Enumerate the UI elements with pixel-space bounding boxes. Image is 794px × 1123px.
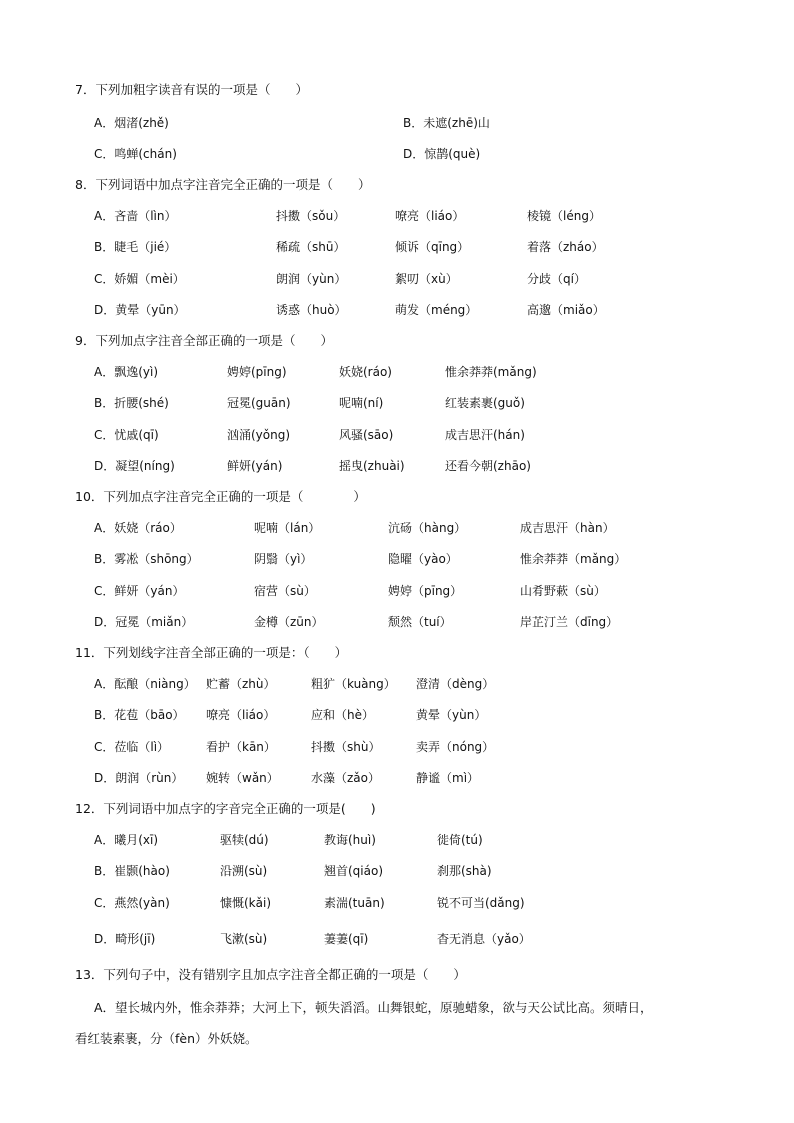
question-8-row-b bbox=[94, 237, 774, 257]
option-cell: 澄清（dèng） bbox=[416, 677, 495, 691]
question-13-stem: 13．下列句子中，没有错别字且加点字注音全都正确的一项是（ ） bbox=[75, 967, 466, 982]
question-7-row-2 bbox=[94, 144, 774, 164]
option-cell: 萌发（méng） bbox=[395, 303, 478, 317]
question-10-stem: 10．下列加点字注音完全正确的一项是（ ） bbox=[75, 489, 366, 504]
option-cell: 成吉思汗(hán) bbox=[445, 428, 525, 442]
option-cell: 分歧（qí） bbox=[527, 272, 586, 286]
option-cell: 宿营（sù） bbox=[254, 584, 316, 598]
option-cell: 絮叨（xù） bbox=[395, 272, 458, 286]
option-cell: 惟余莽莽（mǎng） bbox=[520, 552, 627, 566]
option-cell: A．曦月(xī) bbox=[94, 833, 159, 847]
option-cell: 嘹亮（liáo） bbox=[206, 708, 276, 722]
question-10-row-d bbox=[94, 612, 774, 632]
option-cell: C．莅临（lì） bbox=[94, 740, 170, 754]
question-8-row-d bbox=[94, 300, 774, 320]
option-cell: 朗润（yùn） bbox=[276, 272, 347, 286]
option-cell: D．黄晕（yūn） bbox=[94, 303, 186, 317]
question-8-row-a bbox=[94, 206, 774, 226]
option-cell: 汹涌(yǒng) bbox=[227, 428, 291, 442]
option-cell: 高邈（miǎo） bbox=[527, 303, 605, 317]
question-11-row-b bbox=[94, 705, 774, 725]
option-cell: 成吉思汗（hàn） bbox=[520, 521, 615, 535]
option-cell: 鲜妍(yán) bbox=[227, 459, 283, 473]
option-cell: 倾诉（qīng） bbox=[395, 240, 470, 254]
question-9-row-c bbox=[94, 425, 774, 445]
option-cell: 沿溯(sù) bbox=[220, 864, 268, 878]
question-11-row-a bbox=[94, 674, 774, 694]
question-10-row-b bbox=[94, 549, 774, 569]
option-cell: 杳无消息（yǎo） bbox=[437, 932, 531, 946]
option-cell: 素湍(tuān) bbox=[324, 896, 385, 910]
option-cell: 山肴野蔌（sù） bbox=[520, 584, 606, 598]
option-cell: 萋萋(qī) bbox=[324, 932, 369, 946]
option-c: C．鸣蝉(chán) bbox=[94, 147, 177, 161]
option-cell: 颓然（tuí） bbox=[388, 615, 452, 629]
option-cell: 娉婷(pīng) bbox=[227, 365, 287, 379]
option-cell: D．畸形(jī) bbox=[94, 932, 156, 946]
question-12-row-b bbox=[94, 861, 774, 881]
option-cell: A．飘逸(yì) bbox=[94, 365, 159, 379]
option-cell: 风骚(sāo) bbox=[339, 428, 394, 442]
option-cell: 驱犊(dú) bbox=[220, 833, 269, 847]
option-cell: 抖擞（shù） bbox=[311, 740, 381, 754]
option-cell: 粗犷（kuàng） bbox=[311, 677, 396, 691]
option-cell: 嘹亮（liáo） bbox=[395, 209, 465, 223]
option-cell: 刹那(shà) bbox=[437, 864, 492, 878]
question-8-stem: 8．下列词语中加点字注音完全正确的一项是（ ） bbox=[75, 177, 371, 192]
option-cell: B．崔颢(hào) bbox=[94, 864, 170, 878]
option-cell: 翘首(qiáo) bbox=[324, 864, 384, 878]
option-cell: C．燕然(yàn) bbox=[94, 896, 170, 910]
option-cell: 金樽（zūn） bbox=[254, 615, 324, 629]
option-a: A．烟渚(zhě) bbox=[94, 116, 169, 130]
option-cell: C．忧戚(qī) bbox=[94, 428, 159, 442]
option-cell: D．朗润（rùn） bbox=[94, 771, 184, 785]
question-9-row-d bbox=[94, 456, 774, 476]
option-cell: 教诲(huì) bbox=[324, 833, 376, 847]
option-cell: 红装素裹(guǒ) bbox=[445, 396, 525, 410]
question-9-row-a bbox=[94, 362, 774, 382]
question-10-row-a bbox=[94, 518, 774, 538]
option-cell: A．吝啬（lìn） bbox=[94, 209, 177, 223]
option-cell: 锐不可当(dǎng) bbox=[437, 896, 525, 910]
option-cell: 贮蓄（zhù） bbox=[206, 677, 276, 691]
question-12-row-a bbox=[94, 830, 774, 850]
option-cell: B．雾凇（shōng） bbox=[94, 552, 199, 566]
option-cell: 婉转（wǎn） bbox=[206, 771, 279, 785]
question-8-row-c bbox=[94, 269, 774, 289]
option-d: D．惊鹊(què) bbox=[403, 147, 481, 161]
option-cell: 黄晕（yùn） bbox=[416, 708, 487, 722]
option-cell: 呢喃(ní) bbox=[339, 396, 384, 410]
option-cell: 徙倚(tú) bbox=[437, 833, 483, 847]
option-cell: 看护（kān） bbox=[206, 740, 276, 754]
option-cell: 妖娆(ráo) bbox=[339, 365, 392, 379]
option-cell: 着落（zháo） bbox=[527, 240, 604, 254]
option-cell: 卖弄（nóng） bbox=[416, 740, 495, 754]
option-cell: 隐曜（yào） bbox=[388, 552, 458, 566]
option-cell: 水藻（zǎo） bbox=[311, 771, 380, 785]
option-cell: 岸芷汀兰（dīng） bbox=[520, 615, 619, 629]
question-12-stem: 12．下列词语中加点字的字音完全正确的一项是( ) bbox=[75, 801, 376, 816]
option-cell: A．妖娆（ráo） bbox=[94, 521, 182, 535]
question-12-row-d bbox=[94, 929, 774, 949]
question-11-row-d bbox=[94, 768, 774, 788]
option-cell: 冠冕(guān) bbox=[227, 396, 291, 410]
option-cell: 抖擞（sǒu） bbox=[276, 209, 346, 223]
question-13-option-a: A．望长城内外，惟余莽莽；大河上下，顿失滔滔。山舞银蛇，原驰蜡象，欲与天公试比高。须晴日， bbox=[94, 1000, 653, 1015]
option-cell: B．睫毛（jié） bbox=[94, 240, 177, 254]
question-7-row-1 bbox=[94, 113, 774, 133]
option-cell: 呢喃（lán） bbox=[254, 521, 321, 535]
option-cell: B．折腰(shé) bbox=[94, 396, 169, 410]
option-cell: 阴翳（yì） bbox=[254, 552, 313, 566]
option-cell: B．花苞（bāo） bbox=[94, 708, 185, 722]
option-cell: 诱惑（huò） bbox=[276, 303, 347, 317]
question-10-row-c bbox=[94, 581, 774, 601]
option-cell: 稀疏（shū） bbox=[276, 240, 346, 254]
question-9-row-b bbox=[94, 393, 774, 413]
option-cell: 惟余莽莽(mǎng) bbox=[445, 365, 537, 379]
question-13-option-a-cont: 看红装素裹，分（fèn）外妖娆。 bbox=[75, 1031, 258, 1046]
question-12-row-c bbox=[94, 893, 774, 913]
option-cell: 慷慨(kǎi) bbox=[220, 896, 272, 910]
option-cell: 飞漱(sù) bbox=[220, 932, 268, 946]
question-9-stem: 9．下列加点字注音全部正确的一项是（ ） bbox=[75, 333, 333, 348]
option-cell: 沆砀（hàng） bbox=[388, 521, 467, 535]
question-7-stem: 7．下列加粗字读音有误的一项是（ ） bbox=[75, 82, 308, 97]
question-11-stem: 11．下列划线字注音全部正确的一项是：（ ） bbox=[75, 645, 348, 660]
option-cell: 还看今朝(zhāo) bbox=[445, 459, 531, 473]
option-cell: C．娇媚（mèi） bbox=[94, 272, 185, 286]
option-b: B．未遮(zhē)山 bbox=[403, 116, 490, 130]
option-cell: 应和（hè） bbox=[311, 708, 374, 722]
option-cell: D．凝望(níng) bbox=[94, 459, 175, 473]
question-11-row-c bbox=[94, 737, 774, 757]
option-cell: 娉婷（pīng） bbox=[388, 584, 463, 598]
option-cell: 棱镜（léng） bbox=[527, 209, 601, 223]
option-cell: 摇曳(zhuài) bbox=[339, 459, 405, 473]
option-cell: D．冠冕（miǎn） bbox=[94, 615, 194, 629]
option-cell: A．酝酿（niàng） bbox=[94, 677, 196, 691]
option-cell: 静谧（mì） bbox=[416, 771, 480, 785]
option-cell: C．鲜妍（yán） bbox=[94, 584, 185, 598]
